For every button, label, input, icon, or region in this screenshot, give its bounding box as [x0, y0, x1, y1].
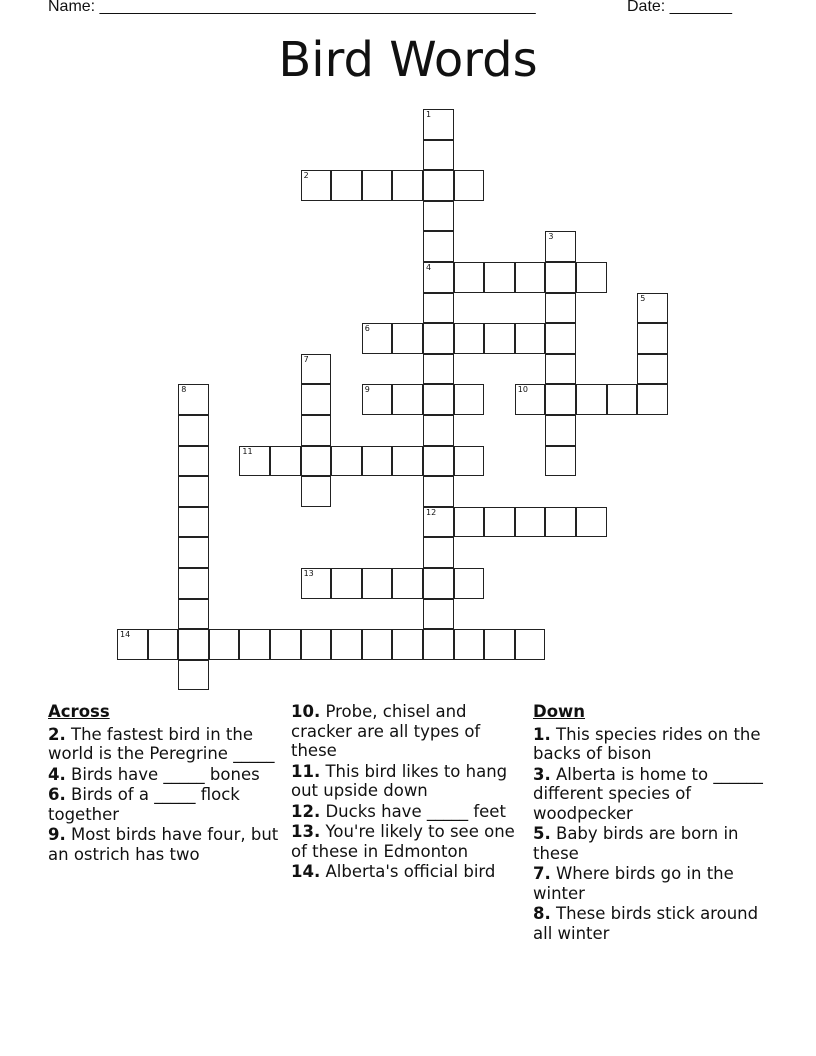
- crossword-cell[interactable]: [270, 629, 301, 660]
- clue-number: 12: [426, 507, 437, 517]
- clue-item: [48, 725, 284, 764]
- clue-item-text: This species rides on the backs of bison: [533, 724, 761, 763]
- crossword-cell[interactable]: [454, 170, 485, 201]
- clue-item-number: 9.: [48, 825, 66, 844]
- clue-item-number: 6.: [48, 785, 66, 804]
- clue-item-text: You're likely to see one of these in Edmonton: [291, 822, 515, 861]
- crossword-cell[interactable]: [545, 262, 576, 293]
- crossword-cell[interactable]: [362, 629, 393, 660]
- crossword-cell[interactable]: [209, 629, 240, 660]
- crossword-cell[interactable]: [576, 507, 607, 538]
- crossword-cell[interactable]: [545, 384, 576, 415]
- crossword-cell[interactable]: [423, 140, 454, 171]
- crossword-cell[interactable]: [545, 293, 576, 324]
- crossword-cell[interactable]: [392, 568, 423, 599]
- crossword-cell[interactable]: [178, 446, 209, 477]
- crossword-cell[interactable]: [178, 568, 209, 599]
- crossword-cell[interactable]: [637, 323, 668, 354]
- clue-item-text: Alberta is home to ______ different species of woodpecker: [533, 764, 763, 823]
- clue-number: 14: [120, 630, 131, 640]
- clue-item-text: These birds stick around all winter: [533, 904, 759, 943]
- clue-item: [291, 762, 527, 801]
- clue-item-text: Where birds go in the winter: [533, 864, 734, 903]
- crossword-cell[interactable]: [362, 384, 393, 415]
- crossword-cell[interactable]: [423, 446, 454, 477]
- crossword-cell[interactable]: [423, 537, 454, 568]
- crossword-cell[interactable]: [301, 568, 332, 599]
- crossword-cell[interactable]: [423, 476, 454, 507]
- crossword-cell[interactable]: [637, 384, 668, 415]
- crossword-cell[interactable]: [607, 384, 638, 415]
- crossword-cell[interactable]: [423, 323, 454, 354]
- crossword-cell[interactable]: [423, 231, 454, 262]
- crossword-cell[interactable]: [423, 415, 454, 446]
- crossword-cell[interactable]: [545, 415, 576, 446]
- clue-number: 4: [426, 263, 432, 272]
- clue-item: [48, 765, 284, 785]
- clue-number: 3: [548, 232, 554, 242]
- date-field[interactable]: Date: _______: [627, 0, 732, 15]
- clue-item-number: 3.: [533, 764, 551, 784]
- clue-number: 6: [364, 324, 370, 334]
- clue-item-text: Most birds have four, but an ostrich has two: [48, 825, 279, 864]
- clue-number: 1: [426, 110, 432, 119]
- clue-item-number: 4.: [48, 764, 66, 784]
- clue-number: 10: [517, 385, 528, 395]
- crossword-cell[interactable]: [423, 629, 454, 660]
- crossword-cell[interactable]: [423, 507, 454, 538]
- clue-item-text: Birds of a _____ flock together: [48, 785, 240, 824]
- crossword-cell[interactable]: [637, 293, 668, 324]
- crossword-cell[interactable]: [576, 384, 607, 415]
- clue-number: 11: [242, 446, 253, 456]
- crossword-cell[interactable]: [239, 629, 270, 660]
- clue-item: [48, 785, 284, 824]
- crossword-cell[interactable]: [484, 323, 515, 354]
- clue-item-number: 8.: [533, 904, 551, 923]
- crossword-cell[interactable]: [392, 446, 423, 477]
- crossword-cell[interactable]: [637, 354, 668, 385]
- crossword-cell[interactable]: [545, 446, 576, 477]
- clue-item-text: Alberta's official bird: [320, 862, 496, 881]
- clue-number: 13: [303, 569, 314, 578]
- across-heading: Across: [48, 702, 110, 721]
- crossword-cell[interactable]: [515, 323, 546, 354]
- clue-item: [291, 702, 527, 761]
- clue-item-number: 1.: [533, 724, 551, 744]
- crossword-cell[interactable]: [178, 415, 209, 446]
- clue-number: 7: [303, 354, 309, 364]
- crossword-cell[interactable]: [178, 384, 209, 415]
- crossword-cell[interactable]: [270, 446, 301, 477]
- clue-number: 5: [640, 293, 646, 303]
- crossword-cell[interactable]: [178, 476, 209, 507]
- down-clue-list: [533, 725, 769, 944]
- name-field[interactable]: Name: _________________________________________________: [48, 0, 536, 15]
- page-title: Bird Words: [278, 32, 538, 88]
- crossword-cell[interactable]: [515, 629, 546, 660]
- crossword-cell[interactable]: [301, 384, 332, 415]
- crossword-cell[interactable]: [392, 384, 423, 415]
- clues-down-column: [533, 702, 769, 944]
- clue-item: [291, 862, 527, 882]
- crossword-cell[interactable]: [392, 629, 423, 660]
- crossword-cell[interactable]: [331, 629, 362, 660]
- crossword-cell[interactable]: [454, 323, 485, 354]
- clue-item-number: 14.: [291, 862, 321, 881]
- clue-item-text: Ducks have _____ feet: [320, 801, 506, 821]
- crossword-cell[interactable]: [301, 415, 332, 446]
- crossword-cell[interactable]: [362, 568, 393, 599]
- clue-item-text: Birds have _____ bones: [65, 764, 260, 784]
- clue-item-number: 7.: [533, 864, 551, 883]
- crossword-cell[interactable]: [301, 354, 332, 385]
- crossword-cell[interactable]: [515, 384, 546, 415]
- crossword-cell[interactable]: [178, 507, 209, 538]
- crossword-cell[interactable]: [117, 629, 148, 660]
- clue-item-number: 12.: [291, 801, 321, 821]
- clue-item: [291, 802, 527, 822]
- clue-item: [48, 825, 284, 864]
- crossword-cell[interactable]: [178, 537, 209, 568]
- crossword-cell[interactable]: [545, 507, 576, 538]
- crossword-cell[interactable]: [515, 507, 546, 538]
- crossword-cell[interactable]: [423, 262, 454, 293]
- crossword-cell[interactable]: [331, 446, 362, 477]
- crossword-cell[interactable]: [423, 170, 454, 201]
- clue-number: 9: [364, 385, 370, 395]
- crossword-cell[interactable]: [362, 170, 393, 201]
- clue-item-text: The fastest bird in the world is the Peregrine _____: [48, 724, 275, 763]
- crossword-cell[interactable]: [239, 446, 270, 477]
- crossword-cell[interactable]: [362, 446, 393, 477]
- crossword-cell[interactable]: [301, 170, 332, 201]
- crossword-cell[interactable]: [576, 262, 607, 293]
- crossword-cell[interactable]: [301, 476, 332, 507]
- clue-item-number: 2.: [48, 724, 66, 744]
- clue-item: [533, 904, 769, 943]
- crossword-cell[interactable]: [331, 170, 362, 201]
- across-clue-list-continued: [291, 702, 527, 882]
- crossword-cell[interactable]: [484, 507, 515, 538]
- crossword-cell[interactable]: [454, 262, 485, 293]
- clue-item-number: 10.: [291, 702, 321, 721]
- clue-number: 8: [181, 385, 187, 395]
- clue-item-text: Baby birds are born in these: [533, 824, 739, 863]
- clue-item: [291, 822, 527, 861]
- crossword-cell[interactable]: [484, 262, 515, 293]
- clue-item: [533, 725, 769, 764]
- crossword-cell[interactable]: [484, 629, 515, 660]
- crossword-cell[interactable]: [545, 231, 576, 262]
- crossword-cell[interactable]: [515, 262, 546, 293]
- crossword-cell[interactable]: [545, 354, 576, 385]
- crossword-cell[interactable]: [301, 629, 332, 660]
- crossword-cell[interactable]: [178, 660, 209, 691]
- crossword-cell[interactable]: [454, 384, 485, 415]
- crossword-cell[interactable]: [454, 446, 485, 477]
- across-clue-list: [48, 725, 284, 865]
- clue-item: [533, 824, 769, 863]
- clue-item-number: 13.: [291, 822, 321, 841]
- crossword-cell[interactable]: [331, 568, 362, 599]
- crossword-cell[interactable]: [423, 201, 454, 232]
- crossword-cell[interactable]: [423, 568, 454, 599]
- crossword-cell[interactable]: [362, 323, 393, 354]
- clue-item-number: 11.: [291, 761, 321, 781]
- crossword-cell[interactable]: [392, 323, 423, 354]
- crossword-cell[interactable]: [392, 170, 423, 201]
- crossword-cell[interactable]: [178, 599, 209, 630]
- down-heading: Down: [533, 702, 586, 721]
- crossword-cell[interactable]: [178, 629, 209, 660]
- clue-item: [533, 765, 769, 824]
- crossword-cell[interactable]: [454, 507, 485, 538]
- crossword-cell[interactable]: [454, 568, 485, 599]
- crossword-cell[interactable]: [423, 293, 454, 324]
- crossword-cell[interactable]: [423, 354, 454, 385]
- clue-item-text: This bird likes to hang out upside down: [291, 761, 508, 800]
- clues-across-column: [48, 702, 284, 865]
- crossword-cell[interactable]: [454, 629, 485, 660]
- crossword-cell[interactable]: [148, 629, 179, 660]
- crossword-cell[interactable]: [545, 323, 576, 354]
- clues-across-column-2: [291, 702, 527, 883]
- clue-item-text: Probe, chisel and cracker are all types of these: [291, 702, 481, 760]
- clue-item: [533, 864, 769, 903]
- crossword-cell[interactable]: [423, 384, 454, 415]
- crossword-cell[interactable]: [301, 446, 332, 477]
- clue-item-number: 5.: [533, 824, 551, 843]
- crossword-cell[interactable]: [423, 599, 454, 630]
- crossword-cell[interactable]: [423, 109, 454, 140]
- clue-number: 2: [303, 171, 309, 181]
